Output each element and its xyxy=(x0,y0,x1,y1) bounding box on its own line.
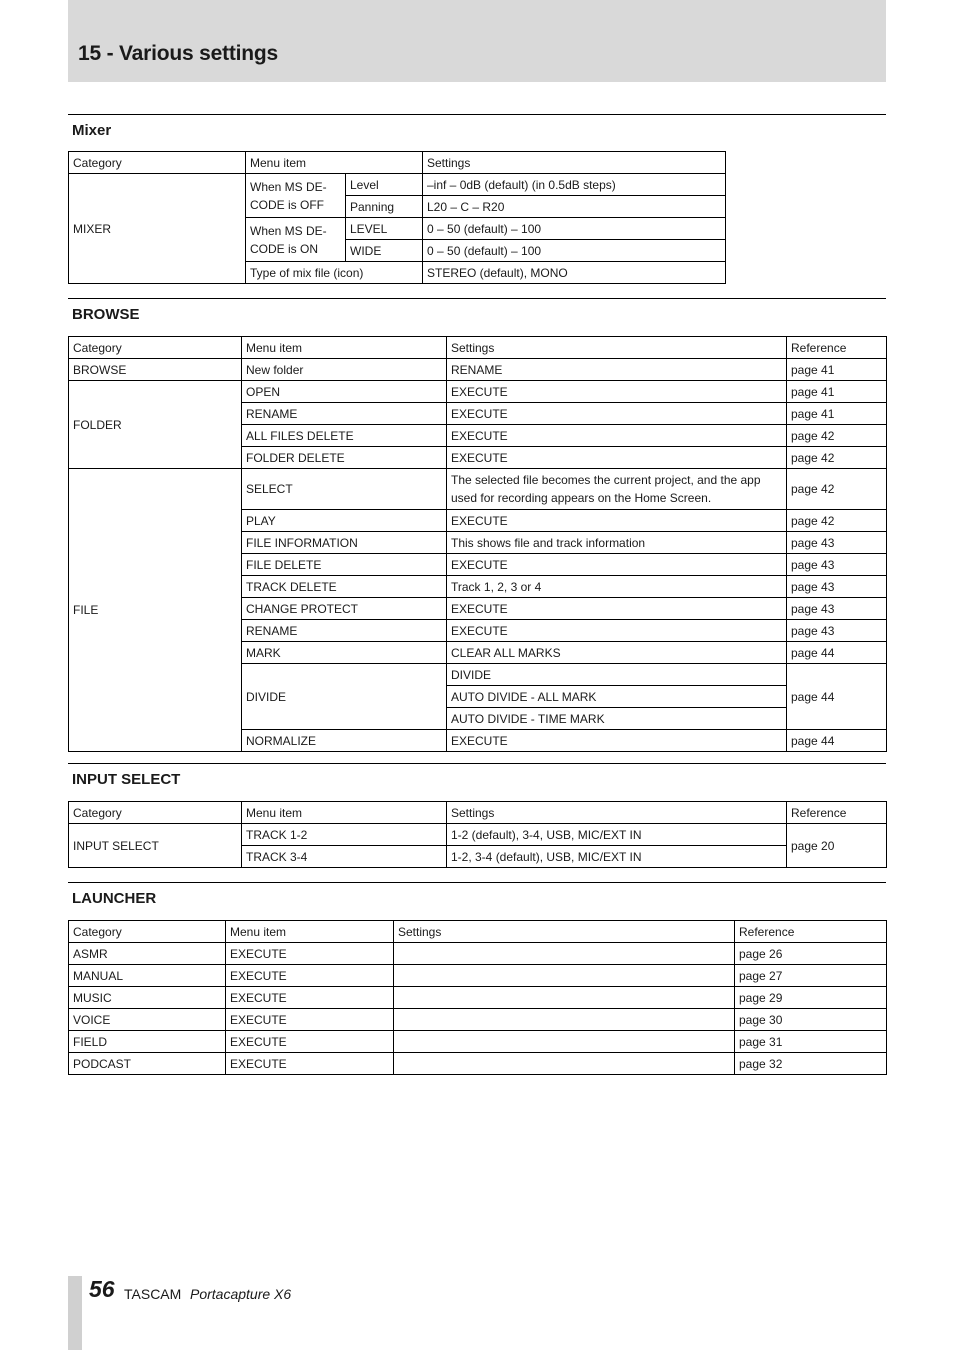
menu-item: DIVIDE xyxy=(242,664,447,730)
header-settings: Settings xyxy=(447,337,787,359)
reference: page 44 xyxy=(787,664,887,730)
reference: page 32 xyxy=(735,1053,887,1075)
menu-item: SELECT xyxy=(242,469,447,510)
setting: EXECUTE xyxy=(447,447,787,469)
table-row xyxy=(69,381,887,403)
header-menu-item: Menu item xyxy=(242,337,447,359)
menu-item: FOLDER DELETE xyxy=(242,447,447,469)
reference: page 42 xyxy=(787,425,887,447)
setting: EXECUTE xyxy=(447,598,787,620)
table-row xyxy=(69,824,887,846)
setting xyxy=(394,1053,735,1075)
reference: page 30 xyxy=(735,1009,887,1031)
menu-item: FILE DELETE xyxy=(242,554,447,576)
reference: page 42 xyxy=(787,510,887,532)
menu-item: TRACK DELETE xyxy=(242,576,447,598)
setting: EXECUTE xyxy=(447,730,787,752)
menu-item: OPEN xyxy=(242,381,447,403)
chapter-title: 15 - Various settings xyxy=(78,42,279,65)
setting: STEREO (default), MONO xyxy=(423,262,726,284)
reference: page 43 xyxy=(787,598,887,620)
menu-item: EXECUTE xyxy=(226,1009,394,1031)
reference: page 43 xyxy=(787,532,887,554)
setting: DIVIDE xyxy=(447,664,787,686)
reference: page 44 xyxy=(787,642,887,664)
mixer-title: Mixer xyxy=(72,122,112,139)
table-row xyxy=(69,359,887,381)
header-reference: Reference xyxy=(735,921,887,943)
menu-item: NORMALIZE xyxy=(242,730,447,752)
menu-item: WIDE xyxy=(346,240,423,262)
brand-name: TASCAM xyxy=(124,1286,182,1302)
header-category: Category xyxy=(69,802,242,824)
launcher-table xyxy=(68,920,887,1075)
menu-item: TRACK 1-2 xyxy=(242,824,447,846)
input-select-table xyxy=(68,801,887,868)
setting: The selected file becomes the current project, and the app used for recording appears on the Home Screen. xyxy=(447,469,787,510)
setting: Track 1, 2, 3 or 4 xyxy=(447,576,787,598)
footer-band xyxy=(68,1276,82,1350)
menu-item: EXECUTE xyxy=(226,987,394,1009)
reference: page 27 xyxy=(735,965,887,987)
menu-item: MARK xyxy=(242,642,447,664)
reference: page 26 xyxy=(735,943,887,965)
setting: 1-2, 3-4 (default), USB, MIC/EXT IN xyxy=(447,846,787,868)
reference: page 41 xyxy=(787,403,887,425)
reference: page 31 xyxy=(735,1031,887,1053)
setting: This shows file and track information xyxy=(447,532,787,554)
category: PODCAST xyxy=(69,1053,226,1075)
menu-item: EXECUTE xyxy=(226,1053,394,1075)
chapter-header xyxy=(68,0,886,82)
table-row xyxy=(69,987,887,1009)
header-category: Category xyxy=(69,921,226,943)
table-header-row xyxy=(69,921,887,943)
menu-item: Level xyxy=(346,174,423,196)
ms-decode-off-label: When MS DE-CODE is OFF xyxy=(246,174,346,218)
category: BROWSE xyxy=(69,359,242,381)
menu-item: New folder xyxy=(242,359,447,381)
menu-item: RENAME xyxy=(242,403,447,425)
setting: AUTO DIVIDE - ALL MARK xyxy=(447,686,787,708)
menu-item: PLAY xyxy=(242,510,447,532)
setting: EXECUTE xyxy=(447,381,787,403)
header-menu-item: Menu item xyxy=(242,802,447,824)
menu-item: FILE INFORMATION xyxy=(242,532,447,554)
menu-item: RENAME xyxy=(242,620,447,642)
menu-item: CHANGE PROTECT xyxy=(242,598,447,620)
table-row xyxy=(69,1031,887,1053)
table-header-row xyxy=(69,152,726,174)
setting: AUTO DIVIDE - TIME MARK xyxy=(447,708,787,730)
table-row xyxy=(69,1009,887,1031)
menu-item: Panning xyxy=(346,196,423,218)
setting: L20 – C – R20 xyxy=(423,196,726,218)
setting: 0 – 50 (default) – 100 xyxy=(423,240,726,262)
menu-item: LEVEL xyxy=(346,218,423,240)
input-select-section xyxy=(68,763,886,794)
setting: CLEAR ALL MARKS xyxy=(447,642,787,664)
category: ASMR xyxy=(69,943,226,965)
reference: page 42 xyxy=(787,447,887,469)
mixer-section xyxy=(68,114,886,145)
menu-item: ALL FILES DELETE xyxy=(242,425,447,447)
mixer-table xyxy=(68,151,726,284)
setting: 1-2 (default), 3-4, USB, MIC/EXT IN xyxy=(447,824,787,846)
header-reference: Reference xyxy=(787,802,887,824)
setting xyxy=(394,1031,735,1053)
reference: page 43 xyxy=(787,576,887,598)
category: MANUAL xyxy=(69,965,226,987)
reference: page 43 xyxy=(787,554,887,576)
setting: –inf – 0dB (default) (in 0.5dB steps) xyxy=(423,174,726,196)
reference: page 43 xyxy=(787,620,887,642)
reference: page 41 xyxy=(787,381,887,403)
table-row xyxy=(69,943,887,965)
reference: page 29 xyxy=(735,987,887,1009)
table-row xyxy=(69,1053,887,1075)
table-row xyxy=(69,174,726,196)
category: FIELD xyxy=(69,1031,226,1053)
setting: EXECUTE xyxy=(447,403,787,425)
reference: page 20 xyxy=(787,824,887,868)
header-reference: Reference xyxy=(787,337,887,359)
category: VOICE xyxy=(69,1009,226,1031)
mixer-category: MIXER xyxy=(69,174,246,284)
launcher-title: LAUNCHER xyxy=(72,890,157,907)
table-header-row xyxy=(69,337,887,359)
category: FILE xyxy=(69,469,242,752)
setting xyxy=(394,1009,735,1031)
header-menu-item: Menu item xyxy=(226,921,394,943)
setting: EXECUTE xyxy=(447,620,787,642)
setting xyxy=(394,965,735,987)
category: MUSIC xyxy=(69,987,226,1009)
reference: page 44 xyxy=(787,730,887,752)
setting: EXECUTE xyxy=(447,510,787,532)
ms-decode-on-label: When MS DE-CODE is ON xyxy=(246,218,346,262)
browse-section xyxy=(68,298,886,329)
product-name: Portacapture X6 xyxy=(190,1286,292,1302)
setting: EXECUTE xyxy=(447,554,787,576)
browse-title: BROWSE xyxy=(72,306,140,323)
page-number: 56 xyxy=(89,1276,115,1302)
header-settings: Settings xyxy=(394,921,735,943)
category: INPUT SELECT xyxy=(69,824,242,868)
header-category: Category xyxy=(69,337,242,359)
menu-item: Type of mix file (icon) xyxy=(246,262,423,284)
menu-item: EXECUTE xyxy=(226,1031,394,1053)
input-select-title: INPUT SELECT xyxy=(72,771,181,788)
browse-table xyxy=(68,336,887,752)
header-settings: Settings xyxy=(423,152,726,174)
table-header-row xyxy=(69,802,887,824)
setting xyxy=(394,987,735,1009)
header-menu-item: Menu item xyxy=(246,152,423,174)
menu-item: EXECUTE xyxy=(226,943,394,965)
category: FOLDER xyxy=(69,381,242,469)
header-category: Category xyxy=(69,152,246,174)
setting: 0 – 50 (default) – 100 xyxy=(423,218,726,240)
menu-item: EXECUTE xyxy=(226,965,394,987)
menu-item: TRACK 3-4 xyxy=(242,846,447,868)
launcher-section xyxy=(68,882,886,913)
setting: EXECUTE xyxy=(447,425,787,447)
header-settings: Settings xyxy=(447,802,787,824)
reference: page 41 xyxy=(787,359,887,381)
table-row xyxy=(69,965,887,987)
setting xyxy=(394,943,735,965)
reference: page 42 xyxy=(787,469,887,510)
table-row xyxy=(69,469,887,510)
setting: RENAME xyxy=(447,359,787,381)
